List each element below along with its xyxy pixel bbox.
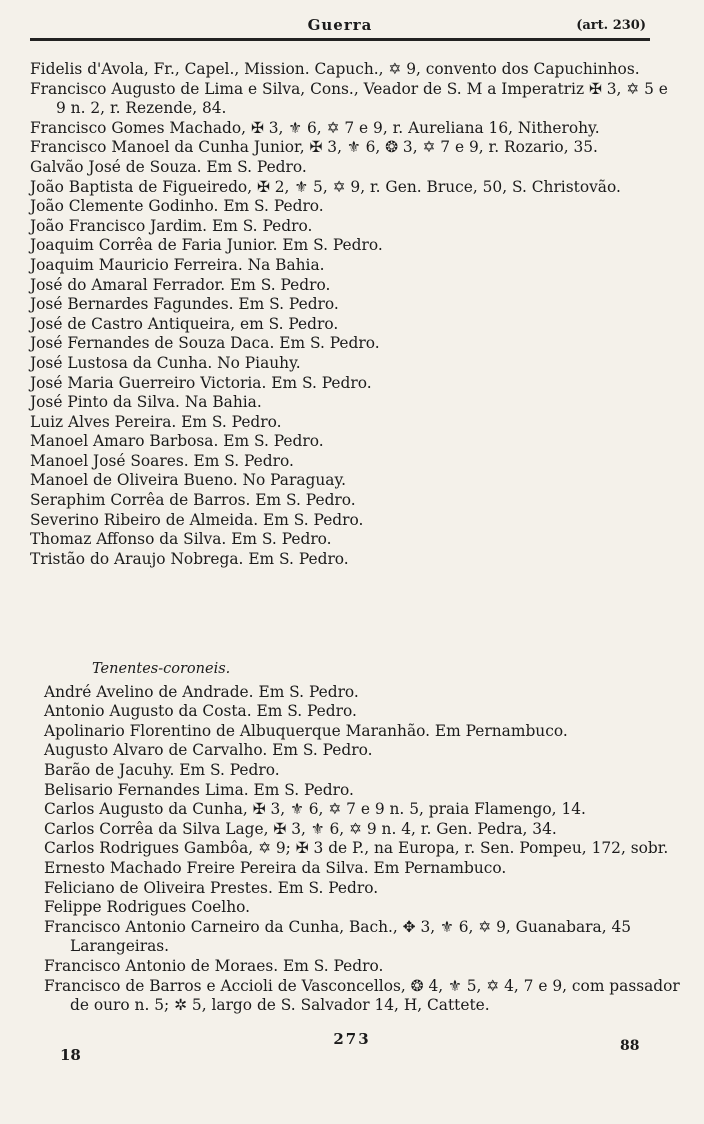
list-item: Belisario Fernandes Lima. Em S. Pedro. <box>44 780 354 799</box>
list-item: José Maria Guerreiro Victoria. Em S. Pedro. <box>30 373 372 392</box>
list-item: Francisco Augusto de Lima e Silva, Cons., Veador de S. M a Imperatriz ✠ 3, ✡ 5 e 9 n. 2, r. Rezende, 84. <box>30 79 668 118</box>
list-item: Francisco Antonio Carneiro da Cunha, Bach., ✥ 3, ⚜ 6, ✡ 9, Guanabara, 45 Larangeiras. <box>44 917 632 956</box>
list-item: José do Amaral Ferrador. Em S. Pedro. <box>30 275 331 294</box>
list-item: Thomaz Affonso da Silva. Em S. Pedro. <box>30 530 332 549</box>
list-item: José Bernardes Fagundes. Em S. Pedro. <box>30 295 339 314</box>
list-item: Apolinario Florentino de Albuquerque Maranhão. Em Pernambuco. <box>44 721 568 740</box>
list-item: Barão de Jacuhy. Em S. Pedro. <box>44 760 280 779</box>
list-item: Francisco de Barros e Accioli de Vasconcellos, ❂ 4, ⚜ 5, ✡ 4, 7 e 9, com passador de ouro n. 5; ✲ 5, largo de S. Salvador 14, H, Cattete. <box>44 976 680 1015</box>
list-item: Galvão José de Souza. Em S. Pedro. <box>30 157 307 176</box>
list-item: Manoel Amaro Barbosa. Em S. Pedro. <box>30 432 324 451</box>
list-item: Severino Ribeiro de Almeida. Em S. Pedro. <box>30 510 364 529</box>
list-item: João Francisco Jardim. Em S. Pedro. <box>30 216 313 235</box>
list-item: Joaquim Mauricio Ferreira. Na Bahia. <box>30 255 325 274</box>
list-item: Ernesto Machado Freire Pereira da Silva. Em Pernambuco. <box>44 858 507 877</box>
list-item: Carlos Augusto da Cunha, ✠ 3, ⚜ 6, ✡ 7 e 9 n. 5, praia Flamengo, 14. <box>44 800 586 819</box>
list-item: Francisco Antonio de Moraes. Em S. Pedro. <box>44 956 384 975</box>
header-title: Guerra <box>307 16 373 34</box>
list-item: Manoel José Soares. Em S. Pedro. <box>30 451 294 470</box>
signature-mark: 18 <box>60 1046 81 1064</box>
list-item: Felippe Rodrigues Coelho. <box>44 898 251 917</box>
list-item: Manoel de Oliveira Bueno. No Paraguay. <box>30 471 347 490</box>
list-item: Feliciano de Oliveira Prestes. Em S. Pedro. <box>44 878 379 897</box>
list-item: José Fernandes de Souza Daca. Em S. Pedro. <box>30 334 380 353</box>
header-rule <box>30 38 650 41</box>
list-item: Augusto Alvaro de Carvalho. Em S. Pedro. <box>44 741 373 760</box>
section-heading: Tenentes-coroneis. <box>92 661 231 677</box>
list-item: André Avelino de Andrade. Em S. Pedro. <box>44 682 359 701</box>
entry-list-top <box>30 60 680 569</box>
list-item: José de Castro Antiqueira, em S. Pedro. <box>30 314 339 333</box>
list-item: Carlos Rodrigues Gambôa, ✡ 9; ✠ 3 de P., na Europa, r. Sen. Pompeu, 172, sobr. <box>44 839 669 858</box>
list-item: João Baptista de Figueiredo, ✠ 2, ⚜ 5, ✡ 9, r. Gen. Bruce, 50, S. Christovão. <box>30 177 621 196</box>
list-item: Carlos Corrêa da Silva Lage, ✠ 3, ⚜ 6, ✡ 9 n. 4, r. Gen. Pedra, 34. <box>44 819 557 838</box>
list-item: Joaquim Corrêa de Faria Junior. Em S. Pedro. <box>30 236 383 255</box>
side-number: 88 <box>620 1038 640 1054</box>
list-item: Francisco Manoel da Cunha Junior, ✠ 3, ⚜ 6, ❂ 3, ✡ 7 e 9, r. Rozario, 35. <box>30 138 598 157</box>
list-item: Seraphim Corrêa de Barros. Em S. Pedro. <box>30 491 356 510</box>
page-number: 273 <box>333 1030 371 1048</box>
list-item: José Lustosa da Cunha. No Piauhy. <box>30 353 301 372</box>
list-item: Antonio Augusto da Costa. Em S. Pedro. <box>44 702 357 721</box>
entry-list-bottom <box>44 646 684 1016</box>
list-item: Fidelis d'Avola, Fr., Capel., Mission. Capuch., ✡ 9, convento dos Capuchinhos. <box>30 60 640 78</box>
list-item: José Pinto da Silva. Na Bahia. <box>30 393 262 412</box>
running-header <box>30 14 650 40</box>
header-article: (art. 230) <box>576 18 646 33</box>
list-item: Luiz Alves Pereira. Em S. Pedro. <box>30 412 282 431</box>
list-item: João Clemente Godinho. Em S. Pedro. <box>30 197 324 216</box>
list-item: Francisco Gomes Machado, ✠ 3, ⚜ 6, ✡ 7 e 9, r. Aureliana 16, Nitherohy. <box>30 118 600 137</box>
list-item: Tristão do Araujo Nobrega. Em S. Pedro. <box>30 549 349 568</box>
